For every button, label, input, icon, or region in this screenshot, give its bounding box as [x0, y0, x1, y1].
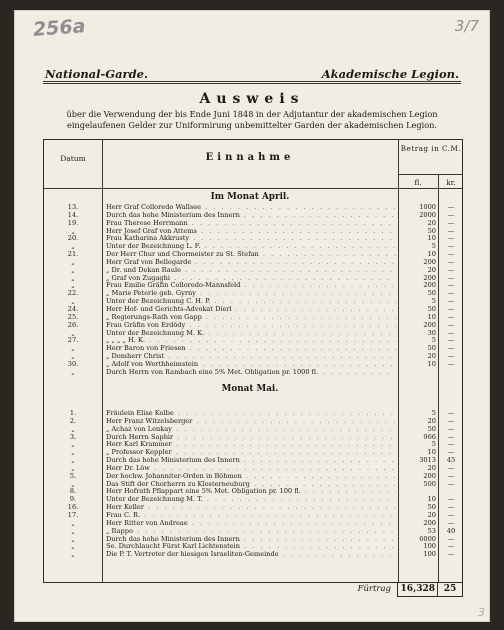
table-row: [44, 220, 462, 228]
header-divider: [44, 188, 462, 189]
row-amount-fl: 50: [427, 304, 436, 313]
row-amount-kr: —: [447, 542, 455, 551]
section-heading-april: Im Monat April.: [210, 192, 290, 202]
row-amount-fl: 5: [431, 336, 436, 345]
table-row: [44, 543, 462, 551]
row-date: „: [71, 242, 75, 251]
row-date: 3.: [69, 432, 77, 441]
row-description: „ Marie Peterle geb. Gyrny . . .: [106, 290, 396, 298]
column-header-amount: Betrag in C.M.: [400, 144, 462, 153]
row-amount-fl: 966: [423, 432, 436, 441]
row-amount-kr: —: [447, 440, 455, 449]
row-date: „: [71, 463, 75, 472]
row-amount-fl: 50: [427, 226, 436, 235]
table-row: [44, 504, 462, 512]
row-amount-fl: 10: [427, 495, 436, 504]
row-amount-fl: 50: [427, 424, 436, 433]
document-page: [14, 10, 490, 622]
row-description: Herr Graf Colloredo Wallsee . . .: [106, 204, 396, 212]
table-row: [44, 228, 462, 236]
row-description: „ Domherr Christ . . .: [106, 353, 396, 361]
row-amount-kr: —: [447, 328, 455, 337]
pencil-annotation-bottom: 3: [478, 606, 485, 619]
row-description: Frau Katharina Akkrusty . . .: [106, 235, 396, 243]
row-date: „: [71, 424, 75, 433]
table-row: [44, 322, 462, 330]
row-amount-kr: —: [447, 273, 455, 282]
row-date: 30.: [67, 359, 79, 368]
row-amount-fl: 20: [427, 463, 436, 472]
table-row: [44, 243, 462, 251]
row-date: „: [71, 328, 75, 337]
row-date: 25.: [67, 312, 79, 321]
row-amount-fl: 500: [423, 479, 436, 488]
row-amount-kr: —: [447, 320, 455, 329]
row-amount-fl: 53: [427, 526, 436, 535]
april-rows: [44, 204, 462, 377]
table-row: [44, 520, 462, 528]
carry-forward-row: [43, 583, 463, 597]
row-amount-fl: 6000: [419, 534, 436, 543]
row-amount-kr: —: [447, 352, 455, 361]
table-row: [44, 496, 462, 504]
table-row: [44, 528, 462, 536]
row-amount-kr: —: [447, 479, 455, 488]
row-amount-fl: 20: [427, 265, 436, 274]
row-amount-fl: 200: [423, 281, 436, 290]
row-amount-fl: 100: [423, 542, 436, 551]
header-rule-double: [43, 83, 461, 84]
table-row: [44, 551, 462, 559]
row-description: Herr Hofrath Pflappart eine 5% Met. Obligation pr. 100 fl. . . .: [106, 488, 396, 496]
row-amount-kr: —: [447, 289, 455, 298]
row-amount-fl: 200: [423, 257, 436, 266]
table-row: [44, 410, 462, 418]
mai-rows: [44, 410, 462, 559]
row-date: „: [71, 226, 75, 235]
column-header-fl: fl.: [414, 178, 422, 187]
row-date: „: [71, 297, 75, 306]
table-row: [44, 434, 462, 442]
row-amount-fl: 20: [427, 352, 436, 361]
table-row: [44, 426, 462, 434]
table-row: [44, 298, 462, 306]
row-description: „ Regierungs-Rath von Gapp . . .: [106, 314, 396, 322]
row-amount-fl: 200: [423, 320, 436, 329]
row-description: Durch das hohe Ministerium des Innern . . .: [106, 212, 396, 220]
row-amount-kr: —: [447, 312, 455, 321]
row-description: Unter der Bezeichnung L. F. . . .: [106, 243, 396, 251]
row-amount-kr: —: [447, 226, 455, 235]
row-description: Herr Baron von Friesen . . .: [106, 345, 396, 353]
row-description: Durch das hohe Ministerium des Innern . . .: [106, 536, 396, 544]
row-date: 17.: [67, 510, 79, 519]
table-row: [44, 449, 462, 457]
page-header: [45, 67, 459, 81]
table-row: [44, 204, 462, 212]
row-amount-kr: —: [447, 242, 455, 251]
row-date: „: [71, 257, 75, 266]
row-date: 9.: [69, 495, 77, 504]
row-amount-kr: —: [447, 203, 455, 211]
row-amount-fl: 10: [427, 312, 436, 321]
row-amount-fl: 10: [427, 448, 436, 457]
row-amount-kr: —: [447, 250, 455, 259]
row-amount-kr: —: [447, 416, 455, 425]
column-header-kr: kr.: [446, 178, 456, 187]
row-date: 5.: [69, 471, 77, 480]
row-description: Der hochw. Johanniter-Orden in Böhmen . . .: [106, 473, 396, 481]
header-divider: [398, 174, 462, 175]
table-row: [44, 536, 462, 544]
row-amount-kr: —: [447, 336, 455, 345]
carry-forward-label: Fürtrag: [357, 584, 391, 594]
table-row: [44, 290, 462, 298]
row-description: Herr Franz Witzelsberger . . .: [106, 418, 396, 426]
pencil-annotation-right: 3/7: [454, 17, 479, 35]
row-description: Se. Durchlaucht Fürst Karl Lichtenstein . . .: [106, 543, 396, 551]
row-date: „: [71, 479, 75, 488]
row-amount-fl: 30: [427, 328, 436, 337]
row-date: „: [71, 542, 75, 551]
table-row: [44, 512, 462, 520]
row-amount-fl: 5: [431, 409, 436, 417]
table-row: [44, 306, 462, 314]
table-row: [44, 235, 462, 243]
table-row: [44, 267, 462, 275]
row-amount-fl: 10: [427, 250, 436, 259]
row-amount-kr: —: [447, 424, 455, 433]
row-description: Herr Keller . . .: [106, 504, 396, 512]
row-description: Die P. T. Vertreter der hiesigen Israeliten-Gemeinde . . .: [106, 551, 396, 559]
row-description: Frau C. R. . . .: [106, 512, 396, 520]
table-row: [44, 473, 462, 481]
row-amount-kr: —: [447, 265, 455, 274]
row-date: 26.: [67, 320, 79, 329]
row-description: Das Stift der Chorherrn zu Klosterneuburg . . .: [106, 481, 396, 489]
row-amount-kr: —: [447, 304, 455, 313]
table-row: [44, 275, 462, 283]
row-amount-kr: —: [447, 495, 455, 504]
row-date: „: [71, 367, 75, 376]
row-amount-fl: 10: [427, 234, 436, 243]
row-amount-kr: —: [447, 503, 455, 512]
row-date: 2.: [69, 416, 77, 425]
table-row: [44, 457, 462, 465]
row-date: „: [71, 456, 75, 465]
row-amount-kr: —: [447, 550, 455, 559]
table-row: [44, 369, 462, 377]
row-date: „: [71, 550, 75, 559]
row-description: Frau Therese Herrmann . . .: [106, 220, 396, 228]
row-amount-kr: —: [447, 518, 455, 527]
row-date: 16.: [67, 503, 79, 512]
pencil-annotation-left: 256a: [32, 15, 87, 41]
row-date: 22.: [67, 289, 79, 298]
row-amount-kr: —: [447, 218, 455, 227]
table-row: [44, 488, 462, 496]
carry-forward-fl: 16,328: [400, 584, 435, 594]
row-amount-fl: 50: [427, 344, 436, 353]
row-amount-kr: —: [447, 432, 455, 441]
row-description: Frau Emilie Gräfin Colloredo-Mannsfeld . . .: [106, 282, 396, 290]
table-row: [44, 282, 462, 290]
document-subtitle: über die Verwendung der bis Ende Juni 1848 in der Adjutantur der akademischen Legion eingelaufenen Gelder zur Uniformirung unbemittelter Garden der akademischen Legion.: [66, 109, 438, 130]
row-date: 8.: [69, 487, 77, 496]
row-amount-fl: 5: [431, 440, 436, 449]
row-amount-fl: 2000: [419, 210, 436, 219]
row-description: Der Herr Chur und Chormeister zu St. Stefan . . .: [106, 251, 396, 259]
row-amount-fl: 50: [427, 503, 436, 512]
row-date: „: [71, 344, 75, 353]
row-date: 14.: [67, 210, 79, 219]
row-amount-kr: —: [447, 344, 455, 353]
row-amount-fl: 10: [427, 359, 436, 368]
carry-forward-kr: 25: [443, 584, 457, 594]
row-description: Herr Ritter von Andreae . . .: [106, 520, 396, 528]
row-amount-fl: 100: [423, 550, 436, 559]
row-description: Frau Gräfin von Erdödy . . .: [106, 322, 396, 330]
row-description: „ Adolf von Werthheimstein . . .: [106, 361, 396, 369]
row-description: Herr Graf von Bellegarde . . .: [106, 259, 396, 267]
header-right: Akademische Legion.: [321, 67, 459, 81]
table-row: [44, 212, 462, 220]
header-left: National-Garde.: [45, 67, 148, 81]
row-description: Unter der Bezeichnung M. T. . . .: [106, 496, 396, 504]
row-description: Herr Karl Krammer . . .: [106, 441, 396, 449]
row-amount-fl: 200: [423, 518, 436, 527]
row-date: 13.: [67, 203, 79, 211]
section-heading-mai: Monat Mai.: [221, 384, 279, 394]
row-description: Fräulein Elise Kolbe . . .: [106, 410, 396, 418]
row-amount-kr: —: [447, 234, 455, 243]
table-row: [44, 361, 462, 369]
column-header-income: Einnahme: [205, 152, 295, 163]
row-amount-kr: —: [447, 534, 455, 543]
row-description: „ Professor Keppler . . .: [106, 449, 396, 457]
table-row: [44, 353, 462, 361]
table-row: [44, 337, 462, 345]
row-amount-kr: —: [447, 463, 455, 472]
row-date: 24.: [67, 304, 79, 313]
row-date: „: [71, 448, 75, 457]
row-description: „ „ „ „ H. K. . . .: [106, 337, 396, 345]
row-description: Herr Josef Graf von Attems . . .: [106, 228, 396, 236]
row-description: Herr Hof- und Gerichts-Advokat Dierl . . .: [106, 306, 396, 314]
row-date: „: [71, 352, 75, 361]
table-row: [44, 345, 462, 353]
row-amount-fl: 200: [423, 471, 436, 480]
table-row: [44, 418, 462, 426]
row-amount-kr: —: [447, 510, 455, 519]
row-amount-kr: 40: [446, 526, 456, 535]
row-amount-kr: —: [447, 281, 455, 290]
row-date: „: [71, 265, 75, 274]
table-row: [44, 251, 462, 259]
table-row: [44, 259, 462, 267]
table-row: [44, 314, 462, 322]
row-date: „: [71, 273, 75, 282]
row-amount-kr: —: [447, 210, 455, 219]
row-amount-fl: 5: [431, 242, 436, 251]
row-description: Unter der Bezeichnung M. K. . . .: [106, 330, 396, 338]
row-date: „: [71, 526, 75, 535]
row-date: „: [71, 518, 75, 527]
row-amount-fl: 1000: [419, 203, 436, 211]
table-row: [44, 481, 462, 489]
row-amount-fl: 20: [427, 510, 436, 519]
row-amount-kr: —: [447, 471, 455, 480]
document-title: Ausweis: [199, 91, 305, 107]
row-date: 1.: [69, 409, 77, 417]
row-amount-fl: 200: [423, 273, 436, 282]
row-description: Durch Herrn Saphir . . .: [106, 434, 396, 442]
row-description: Durch Herrn von Rambach eine 5% Met. Obligation pr. 1000 fl. . . .: [106, 369, 396, 377]
table-row: [44, 441, 462, 449]
row-date: „: [71, 281, 75, 290]
row-description: Durch das hohe Ministerium des Innern . . .: [106, 457, 396, 465]
row-description: Unter der Bezeichnung C. H. P. . . .: [106, 298, 396, 306]
row-date: „: [71, 440, 75, 449]
row-description: Herr Dr. Löw . . .: [106, 465, 396, 473]
row-date: „: [71, 534, 75, 543]
column-header-date: Datum: [60, 154, 86, 163]
row-amount-fl: 5: [431, 297, 436, 306]
row-date: 21.: [67, 250, 79, 259]
table-row: [44, 465, 462, 473]
row-description: „ Graf von Zugaghi . . .: [106, 275, 396, 283]
row-description: „ Dr. und Dekan Raule . . .: [106, 267, 396, 275]
row-amount-fl: 20: [427, 416, 436, 425]
row-amount-kr: 45: [446, 456, 456, 465]
row-amount-kr: —: [447, 448, 455, 457]
ledger-table: [43, 139, 463, 583]
row-amount-kr: —: [447, 257, 455, 266]
row-date: 27.: [67, 336, 79, 345]
row-amount-fl: 20: [427, 218, 436, 227]
row-amount-kr: —: [447, 359, 455, 368]
table-row: [44, 330, 462, 338]
header-rule: [43, 81, 461, 82]
row-amount-kr: —: [447, 409, 455, 417]
row-amount-fl: 3013: [419, 456, 436, 465]
row-amount-kr: —: [447, 297, 455, 306]
row-description: „ Achaz von Lenkay . . .: [106, 426, 396, 434]
row-description: „ Rappo . . .: [106, 528, 396, 536]
row-amount-fl: 50: [427, 289, 436, 298]
row-date: 19.: [67, 218, 79, 227]
row-date: 20.: [67, 234, 79, 243]
